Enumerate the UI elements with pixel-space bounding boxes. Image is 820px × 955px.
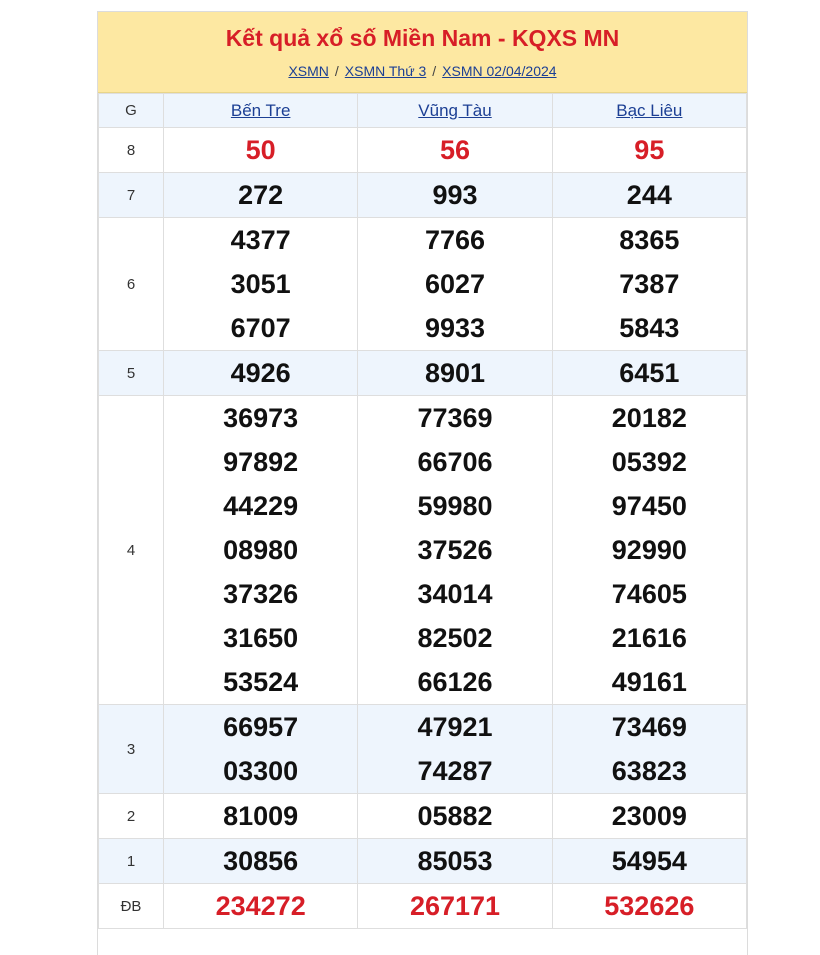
prize-number: 44229 — [223, 491, 299, 521]
prize-cell — [552, 396, 746, 705]
table-header-row — [99, 94, 747, 128]
prize-cell — [164, 128, 358, 173]
results-table — [98, 93, 747, 929]
prize-number: 8901 — [424, 358, 486, 388]
results-card — [97, 11, 748, 955]
province-link-vung-tau[interactable]: Vũng Tàu — [418, 100, 492, 120]
province-header — [164, 94, 358, 128]
prize-cell — [358, 173, 552, 218]
prize-number: 50 — [245, 135, 276, 165]
prize-number: 49161 — [611, 667, 687, 697]
prize-number: 8365 — [619, 225, 680, 255]
prize-cell — [358, 884, 552, 929]
province-header — [358, 94, 552, 128]
prize-number: 37526 — [417, 535, 493, 565]
breadcrumb-separator: / — [432, 63, 437, 79]
prize-cell — [552, 351, 746, 396]
prize-label: ĐB — [99, 884, 164, 929]
prize-number: 20182 — [611, 403, 687, 433]
prize-cell — [358, 128, 552, 173]
prize-number: 7387 — [619, 269, 680, 299]
prize-cell — [164, 396, 358, 705]
prize-cell — [164, 173, 358, 218]
prize-cell — [552, 839, 746, 884]
prize-number: 3051 — [230, 269, 291, 299]
prize-number: 21616 — [611, 623, 687, 653]
prize-number: 244 — [626, 180, 672, 210]
province-header — [552, 94, 746, 128]
province-link-bac-lieu[interactable]: Bạc Liêu — [616, 100, 683, 120]
prize-cell — [164, 839, 358, 884]
prize-label: 3 — [99, 705, 164, 794]
prize-number: 31650 — [223, 623, 299, 653]
prize-number: 95 — [634, 135, 665, 165]
prize-number: 03300 — [223, 756, 299, 786]
breadcrumb-xsmn[interactable]: XSMN — [288, 63, 329, 79]
prize-number: 993 — [432, 180, 478, 210]
prize-number: 53524 — [223, 667, 299, 697]
prize-row — [99, 173, 747, 218]
prize-number: 77369 — [417, 403, 493, 433]
prize-number: 5843 — [619, 313, 680, 343]
prize-number: 85053 — [417, 846, 493, 876]
prize-row — [99, 839, 747, 884]
prize-row — [99, 794, 747, 839]
prize-row — [99, 396, 747, 705]
prize-number: 234272 — [215, 891, 306, 921]
prize-label: 4 — [99, 396, 164, 705]
prize-number: 08980 — [223, 535, 299, 565]
prize-cell — [552, 794, 746, 839]
prize-number: 6027 — [424, 269, 486, 299]
prize-number: 97450 — [611, 491, 687, 521]
prize-cell — [552, 173, 746, 218]
prize-number: 66957 — [223, 712, 299, 742]
prize-number: 30856 — [223, 846, 299, 876]
prize-number: 7766 — [424, 225, 486, 255]
prize-cell — [552, 705, 746, 794]
prize-label: 2 — [99, 794, 164, 839]
prize-label: 5 — [99, 351, 164, 396]
prize-number: 36973 — [223, 403, 299, 433]
prize-label: 8 — [99, 128, 164, 173]
prize-cell — [358, 794, 552, 839]
prize-number: 74605 — [611, 579, 687, 609]
prize-cell — [358, 705, 552, 794]
prize-cell — [164, 218, 358, 351]
prize-number: 532626 — [604, 891, 695, 921]
breadcrumb-separator: / — [334, 63, 339, 79]
prize-number: 272 — [238, 180, 284, 210]
prize-number: 9933 — [424, 313, 486, 343]
prize-column-header: G — [99, 94, 164, 128]
province-link-ben-tre[interactable]: Bến Tre — [230, 100, 291, 120]
prize-number: 56 — [439, 135, 471, 165]
prize-number: 6707 — [230, 313, 291, 343]
prize-row — [99, 128, 747, 173]
prize-number: 4377 — [230, 225, 291, 255]
prize-number: 05392 — [611, 447, 687, 477]
prize-number: 47921 — [417, 712, 493, 742]
prize-cell — [164, 705, 358, 794]
prize-number: 267171 — [409, 891, 501, 921]
prize-number: 97892 — [223, 447, 299, 477]
prize-number: 05882 — [417, 801, 493, 831]
prize-number: 66126 — [417, 667, 493, 697]
prize-number: 92990 — [611, 535, 687, 565]
breadcrumb-xsmn-date[interactable]: XSMN 02/04/2024 — [442, 63, 557, 79]
results-header — [98, 12, 747, 93]
prize-number: 34014 — [417, 579, 493, 609]
prize-row — [99, 884, 747, 929]
prize-cell — [552, 128, 746, 173]
prize-label: 6 — [99, 218, 164, 351]
prize-row — [99, 351, 747, 396]
prize-label: 7 — [99, 173, 164, 218]
prize-cell — [358, 218, 552, 351]
prize-number: 81009 — [223, 801, 299, 831]
page-title: Kết quả xổ số Miền Nam - KQXS MN — [225, 25, 620, 51]
prize-cell — [164, 794, 358, 839]
prize-number: 73469 — [611, 712, 687, 742]
prize-cell — [358, 351, 552, 396]
prize-number: 4926 — [230, 358, 291, 388]
prize-number: 59980 — [417, 491, 493, 521]
prize-number: 54954 — [611, 846, 687, 876]
prize-number: 6451 — [619, 358, 680, 388]
prize-number: 82502 — [417, 623, 493, 653]
prize-number: 37326 — [223, 579, 299, 609]
breadcrumb-xsmn-thu3[interactable]: XSMN Thứ 3 — [344, 63, 427, 79]
prize-cell — [164, 351, 358, 396]
prize-row — [99, 218, 747, 351]
prize-number: 63823 — [611, 756, 687, 786]
prize-label: 1 — [99, 839, 164, 884]
prize-number: 23009 — [611, 801, 687, 831]
prize-cell — [358, 396, 552, 705]
prize-cell — [552, 884, 746, 929]
prize-number: 74287 — [417, 756, 493, 786]
prize-cell — [358, 839, 552, 884]
prize-row — [99, 705, 747, 794]
prize-cell — [552, 218, 746, 351]
breadcrumb — [98, 62, 747, 80]
prize-cell — [164, 884, 358, 929]
prize-number: 66706 — [417, 447, 493, 477]
